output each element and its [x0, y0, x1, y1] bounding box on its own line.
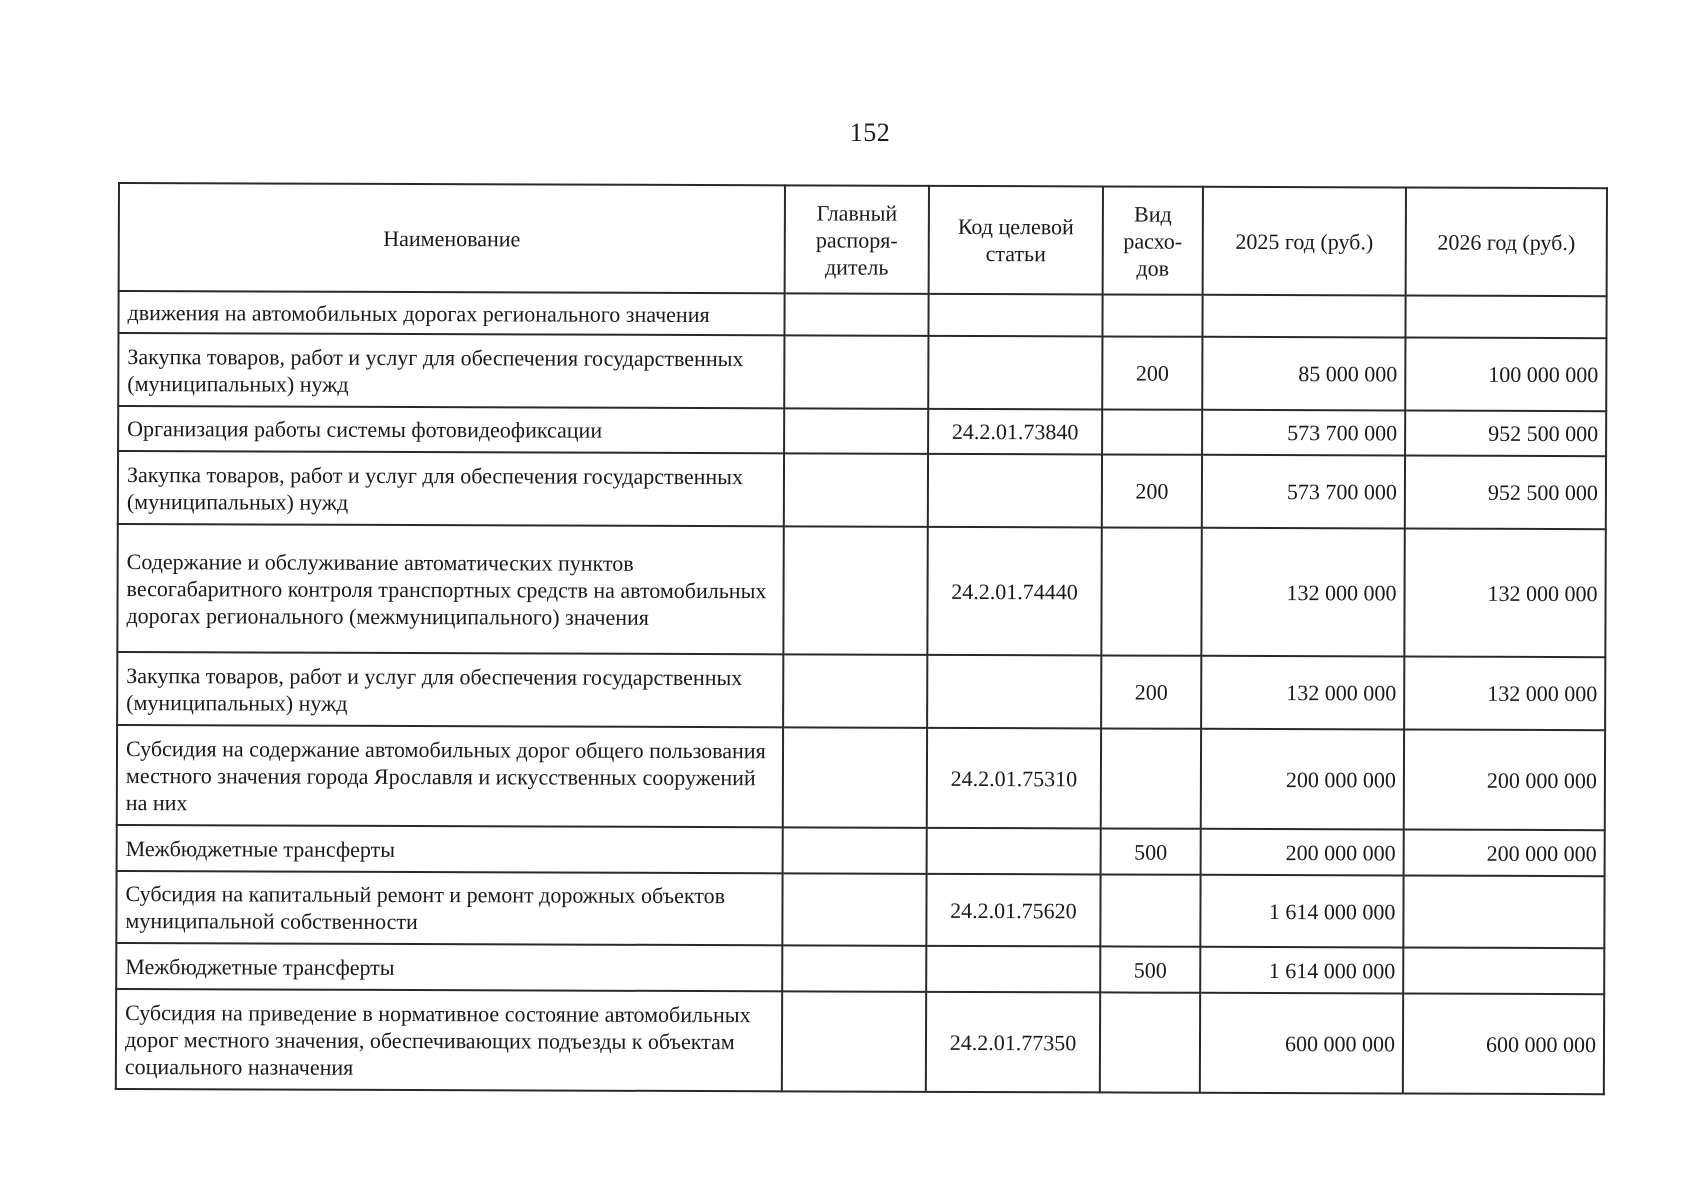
- cell-code: 24.2.01.73840: [928, 409, 1102, 455]
- cell-expense-type: [1101, 728, 1201, 828]
- header-year-2026: 2026 год (руб.): [1406, 187, 1607, 296]
- cell-chief: [784, 293, 928, 336]
- header-expense-type: Вид расхо-дов: [1103, 186, 1203, 294]
- cell-name: движения на автомобильных дорогах регионального значения: [118, 291, 784, 335]
- cell-chief: [784, 335, 928, 409]
- cell-2026: [1405, 295, 1606, 338]
- table-row: [118, 406, 1606, 456]
- cell-2026: 200 000 000: [1404, 729, 1605, 830]
- cell-name: Субсидия на капитальный ремонт и ремонт дорожных объектов муниципальной собственности: [116, 871, 782, 945]
- table-row: [116, 943, 1604, 994]
- cell-2025: 132 000 000: [1201, 656, 1404, 730]
- cell-2025: 600 000 000: [1200, 993, 1403, 1094]
- cell-code: 24.2.01.75310: [927, 728, 1101, 829]
- cell-2025: [1202, 295, 1405, 338]
- cell-expense-type: [1102, 294, 1202, 336]
- table-row: [118, 451, 1606, 529]
- table-row: [117, 725, 1605, 830]
- cell-chief: [782, 945, 926, 992]
- cell-expense-type: [1100, 992, 1200, 1092]
- cell-name: Организация работы системы фотовидеофиксации: [118, 406, 784, 453]
- budget-table: [115, 182, 1608, 1095]
- cell-expense-type: [1100, 874, 1200, 946]
- table-row: [116, 989, 1604, 1094]
- header-chief-administrator: Главный распоря-дитель: [785, 185, 929, 294]
- cell-2026: 952 500 000: [1405, 455, 1606, 529]
- cell-2025: 573 700 000: [1202, 410, 1405, 456]
- cell-2025: 200 000 000: [1201, 829, 1404, 876]
- cell-2025: 1 614 000 000: [1200, 947, 1403, 994]
- cell-2026: 100 000 000: [1405, 337, 1606, 411]
- cell-expense-type: 200: [1101, 655, 1201, 728]
- cell-code: 24.2.01.75620: [926, 874, 1100, 947]
- cell-expense-type: [1101, 527, 1201, 655]
- cell-2026: 200 000 000: [1404, 829, 1605, 876]
- cell-chief: [784, 408, 928, 454]
- cell-2025: 85 000 000: [1202, 337, 1405, 411]
- table-row: [117, 825, 1605, 876]
- cell-name: Содержание и обслуживание автоматических пунктов весогабаритного контроля транспортных средств на автомобильных дорогах регионального (межмуниципального) значения: [117, 524, 783, 654]
- table-header-row: [119, 183, 1607, 296]
- page-number: 152: [849, 118, 891, 147]
- cell-name: Закупка товаров, работ и услуг для обеспечения государственных (муниципальных) нужд: [118, 451, 784, 526]
- cell-chief: [783, 654, 927, 728]
- cell-chief: [783, 827, 927, 874]
- cell-expense-type: 200: [1102, 454, 1202, 527]
- cell-code: [928, 294, 1102, 337]
- cell-2026: 600 000 000: [1403, 993, 1604, 1094]
- cell-expense-type: [1102, 409, 1202, 454]
- table-row: [118, 291, 1606, 338]
- cell-name: Закупка товаров, работ и услуг для обеспечения государственных (муниципальных) нужд: [118, 333, 784, 408]
- cell-2026: 132 000 000: [1404, 656, 1605, 730]
- cell-2025: 132 000 000: [1201, 528, 1404, 657]
- table-row: [116, 871, 1604, 948]
- cell-code: [927, 655, 1101, 729]
- budget-table-container: [115, 182, 1606, 1095]
- cell-2026: [1403, 947, 1604, 994]
- cell-2026: 132 000 000: [1404, 528, 1605, 657]
- header-target-code: Код целевой статьи: [929, 186, 1103, 295]
- cell-code: [927, 828, 1101, 875]
- cell-2025: 200 000 000: [1201, 729, 1404, 830]
- cell-code: 24.2.01.77350: [926, 992, 1100, 1093]
- cell-code: 24.2.01.74440: [927, 527, 1101, 656]
- cell-chief: [782, 873, 926, 946]
- cell-expense-type: 500: [1101, 828, 1201, 874]
- cell-chief: [783, 727, 927, 828]
- cell-2025: 1 614 000 000: [1200, 875, 1403, 948]
- cell-2025: 573 700 000: [1202, 455, 1405, 529]
- cell-name: Межбюджетные трансферты: [116, 943, 782, 991]
- cell-chief: [783, 526, 927, 655]
- cell-expense-type: 500: [1100, 946, 1200, 992]
- header-name: Наименование: [119, 183, 785, 293]
- cell-name: Закупка товаров, работ и услуг для обеспечения государственных (муниципальных) нужд: [117, 652, 783, 727]
- header-year-2025: 2025 год (руб.): [1203, 187, 1406, 296]
- table-row: [117, 524, 1605, 657]
- table-row: [117, 652, 1605, 730]
- table-row: [118, 333, 1606, 411]
- cell-chief: [784, 453, 928, 527]
- cell-code: [928, 336, 1102, 410]
- cell-code: [928, 454, 1102, 528]
- cell-2026: [1403, 875, 1604, 948]
- cell-name: Субсидия на приведение в нормативное состояние автомобильных дорог местного значения, обеспечивающих подъезды к объектам социального назначения: [116, 989, 782, 1091]
- cell-name: Межбюджетные трансферты: [117, 825, 783, 873]
- cell-expense-type: 200: [1102, 336, 1202, 409]
- cell-2026: 952 500 000: [1405, 410, 1606, 456]
- cell-code: [926, 946, 1100, 993]
- cell-chief: [782, 991, 926, 1092]
- cell-name: Субсидия на содержание автомобильных дорог общего пользования местного значения города Ярославля и искусственных сооружений на них: [117, 725, 783, 827]
